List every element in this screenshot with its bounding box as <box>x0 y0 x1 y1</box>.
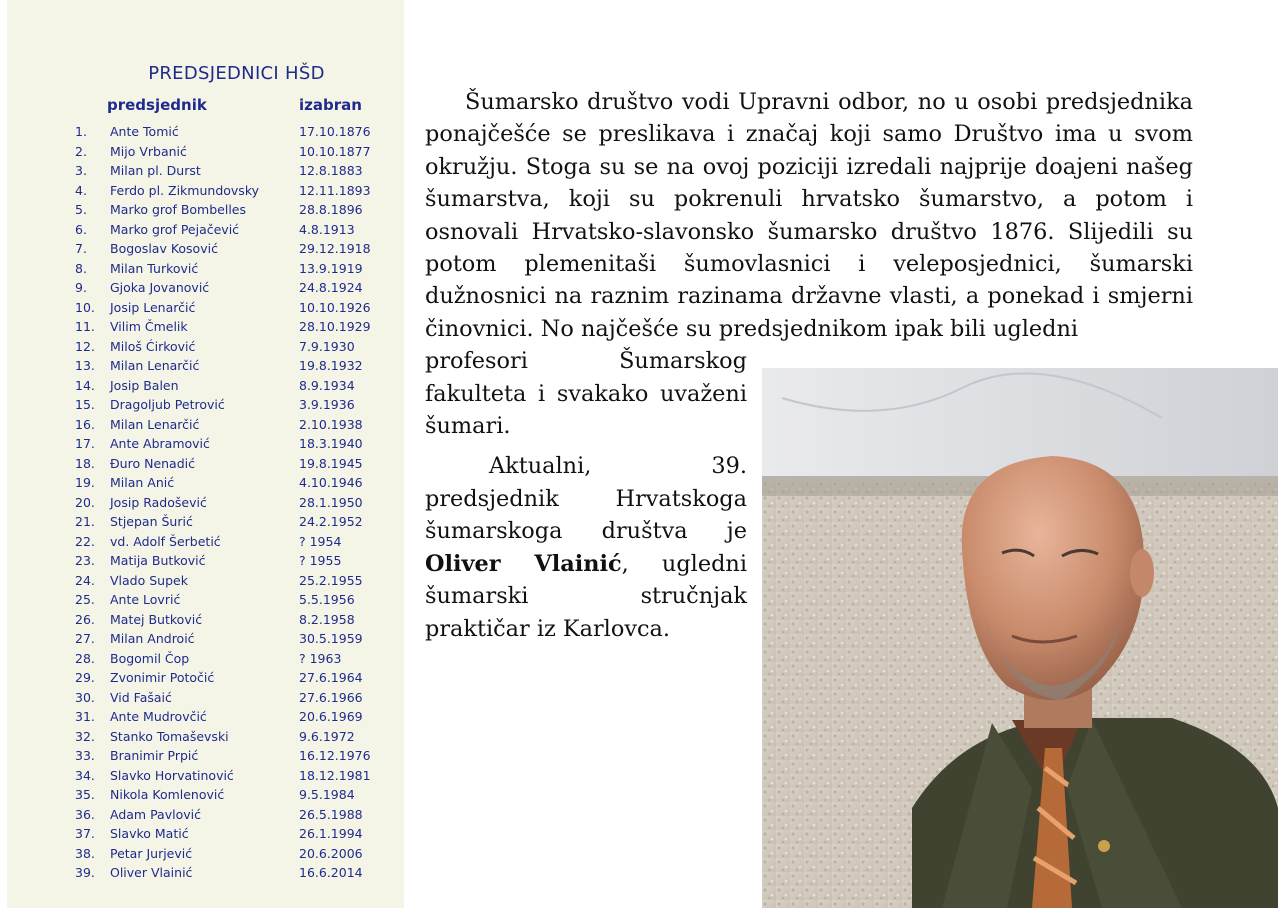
president-elected-date: 13.9.1919 <box>299 260 363 276</box>
president-elected-date: 10.10.1877 <box>299 143 371 159</box>
president-elected-date: 9.5.1984 <box>299 787 355 802</box>
president-elected-date: 20.6.2006 <box>299 845 363 861</box>
president-name: Dragoljub Petrović <box>110 397 225 412</box>
president-number: 12. <box>75 338 95 354</box>
president-name: Ante Lovrić <box>110 592 181 607</box>
president-number: 35. <box>75 787 95 802</box>
current-president-lead: Aktualni, 39. predsjednik Hrvatskoga šumarskoga društva je <box>425 453 747 545</box>
president-number: 16. <box>75 416 95 432</box>
president-name: Josip Balen <box>110 377 179 393</box>
president-name: Milan pl. Durst <box>110 163 201 178</box>
president-number: 19. <box>75 475 95 490</box>
president-elected-date: 26.1.1994 <box>299 826 363 841</box>
president-elected-date: 24.8.1924 <box>299 280 363 295</box>
president-elected-date: 16.6.2014 <box>299 865 363 880</box>
president-number: 4. <box>75 182 87 198</box>
president-elected-date: 25.2.1955 <box>299 572 363 588</box>
president-elected-date: ? 1955 <box>299 553 342 568</box>
president-name: Miloš Ćirković <box>110 338 196 354</box>
president-name: Petar Jurjević <box>110 845 193 861</box>
president-number: 6. <box>75 221 87 237</box>
president-name: Slavko Horvatinović <box>110 767 234 783</box>
presidents-sidebar <box>7 0 404 908</box>
president-portrait-photo <box>762 368 1278 908</box>
president-name: Stanko Tomaševski <box>110 728 229 744</box>
president-elected-date: 3.9.1936 <box>299 397 355 412</box>
president-elected-date: 12.11.1893 <box>299 182 371 198</box>
president-number: 21. <box>75 514 95 529</box>
president-number: 14. <box>75 377 95 393</box>
president-name: Milan Lenarčić <box>110 416 200 432</box>
president-name: Adam Pavlović <box>110 806 201 822</box>
president-number: 7. <box>75 241 87 256</box>
president-name: Milan Androić <box>110 631 195 646</box>
president-elected-date: 16.12.1976 <box>299 748 371 763</box>
president-number: 11. <box>75 319 95 334</box>
president-elected-date: 8.2.1958 <box>299 611 355 627</box>
president-elected-date: 17.10.1876 <box>299 124 371 139</box>
president-name: Bogomil Čop <box>110 650 190 666</box>
president-name: Milan Anić <box>110 475 175 490</box>
president-number: 15. <box>75 397 95 412</box>
president-elected-date: ? 1954 <box>299 533 342 549</box>
president-number: 17. <box>75 436 95 451</box>
president-number: 3. <box>75 163 87 178</box>
president-elected-date: 2.10.1938 <box>299 416 363 432</box>
president-number: 38. <box>75 845 95 861</box>
president-name: Stjepan Šurić <box>110 514 193 529</box>
president-number: 30. <box>75 689 95 705</box>
president-elected-date: 28.8.1896 <box>299 202 363 217</box>
president-name: Zvonimir Potočić <box>110 670 215 685</box>
president-elected-date: 28.1.1950 <box>299 494 363 510</box>
president-name: Milan Lenarčić <box>110 358 200 373</box>
president-elected-date: 7.9.1930 <box>299 338 355 354</box>
president-elected-date: 10.10.1926 <box>299 299 371 315</box>
president-number: 2. <box>75 143 87 159</box>
president-number: 24. <box>75 572 95 588</box>
president-elected-date: 26.5.1988 <box>299 806 363 822</box>
president-number: 20. <box>75 494 95 510</box>
president-name: Ante Mudrovčić <box>110 709 207 724</box>
president-number: 39. <box>75 865 95 880</box>
president-name: Oliver Vlainić <box>110 865 193 880</box>
president-name: Ante Tomić <box>110 124 179 139</box>
president-elected-date: 4.8.1913 <box>299 221 355 237</box>
president-number: 29. <box>75 670 95 685</box>
president-elected-date: 8.9.1934 <box>299 377 355 393</box>
column-header-elected: izabran <box>299 96 362 114</box>
president-name: Ante Abramović <box>110 436 210 451</box>
president-number: 27. <box>75 631 95 646</box>
president-name: Gjoka Jovanović <box>110 280 210 295</box>
current-president-tail: , ugledni šumarski stručnjak praktičar iz Karlovca. <box>425 550 747 642</box>
president-number: 10. <box>75 299 95 315</box>
president-name: Branimir Prpić <box>110 748 199 763</box>
president-number: 1. <box>75 124 87 139</box>
president-elected-date: 28.10.1929 <box>299 319 371 334</box>
president-elected-date: 4.10.1946 <box>299 475 363 490</box>
president-number: 13. <box>75 358 95 373</box>
president-name: Nikola Komlenović <box>110 787 225 802</box>
president-name: Josip Radošević <box>110 494 207 510</box>
president-name: Vid Fašaić <box>110 689 172 705</box>
paragraph-current-president <box>425 450 747 644</box>
sidebar-title: PREDSJEDNICI HŠD <box>148 63 325 84</box>
president-number: 25. <box>75 592 95 607</box>
president-name: Marko grof Pejačević <box>110 221 240 237</box>
president-elected-date: 19.8.1945 <box>299 455 363 471</box>
column-header-president: predsjednik <box>107 96 207 114</box>
president-number: 31. <box>75 709 95 724</box>
president-elected-date: 27.6.1966 <box>299 689 363 705</box>
president-elected-date: 18.12.1981 <box>299 767 371 783</box>
president-number: 23. <box>75 553 95 568</box>
president-number: 22. <box>75 533 95 549</box>
president-elected-date: 12.8.1883 <box>299 163 363 178</box>
president-name: Vlado Supek <box>110 572 188 588</box>
president-number: 28. <box>75 650 95 666</box>
paragraph-intro-continued: profesori Šumarskog fakulteta i svakako uvaženi šumari. <box>425 348 747 440</box>
president-number: 26. <box>75 611 95 627</box>
president-elected-date: 9.6.1972 <box>299 728 355 744</box>
president-name: Bogoslav Kosović <box>110 241 218 256</box>
president-name: Matija Butković <box>110 553 206 568</box>
president-elected-date: 20.6.1969 <box>299 709 363 724</box>
president-number: 37. <box>75 826 95 841</box>
president-elected-date: 30.5.1959 <box>299 631 363 646</box>
president-name: Marko grof Bombelles <box>110 202 246 217</box>
president-elected-date: 18.3.1940 <box>299 436 363 451</box>
president-name: Vilim Čmelik <box>110 319 188 334</box>
current-president-name: Oliver Vlainić <box>425 550 622 577</box>
president-number: 36. <box>75 806 95 822</box>
president-name: Slavko Matić <box>110 826 189 841</box>
president-name: vd. Adolf Šerbetić <box>110 533 221 549</box>
president-elected-date: 29.12.1918 <box>299 241 371 256</box>
president-number: 18. <box>75 455 95 471</box>
paragraph-intro: Šumarsko društvo vodi Upravni odbor, no u osobi predsjednika ponajčešće se preslikava i značaj koji samo Društvo ima u svom okružju. Stoga su se na ovoj poziciji izredali najprije doajeni našeg šumarstva, koji su pokrenuli hrvatsko šumarstvo, a potom i osnovali Hrvatsko-slavonsko šumarsko društvo 1876. Slijedili su potom plemenitaši šumovlasnici i veleposjednici, šumarski dužnosnici na raznim razinama državne vlasti, a ponekad i smjerni činovnici. No najčešće su predsjednikom ipak bili ugledni <box>425 89 1193 342</box>
president-number: 8. <box>75 260 87 276</box>
president-name: Josip Lenarčić <box>110 299 196 315</box>
president-name: Matej Butković <box>110 611 203 627</box>
president-elected-date: 27.6.1964 <box>299 670 363 685</box>
president-number: 9. <box>75 280 87 295</box>
president-elected-date: 5.5.1956 <box>299 592 355 607</box>
portrait-illustration <box>762 368 1278 908</box>
president-number: 32. <box>75 728 95 744</box>
president-elected-date: ? 1963 <box>299 650 342 666</box>
president-name: Đuro Nenadić <box>110 455 195 471</box>
president-name: Mijo Vrbanić <box>110 143 187 159</box>
president-name: Milan Turković <box>110 260 199 276</box>
president-name: Ferdo pl. Zikmundovsky <box>110 182 260 198</box>
president-elected-date: 24.2.1952 <box>299 514 363 529</box>
president-elected-date: 19.8.1932 <box>299 358 363 373</box>
president-number: 33. <box>75 748 95 763</box>
president-number: 5. <box>75 202 87 217</box>
president-number: 34. <box>75 767 95 783</box>
